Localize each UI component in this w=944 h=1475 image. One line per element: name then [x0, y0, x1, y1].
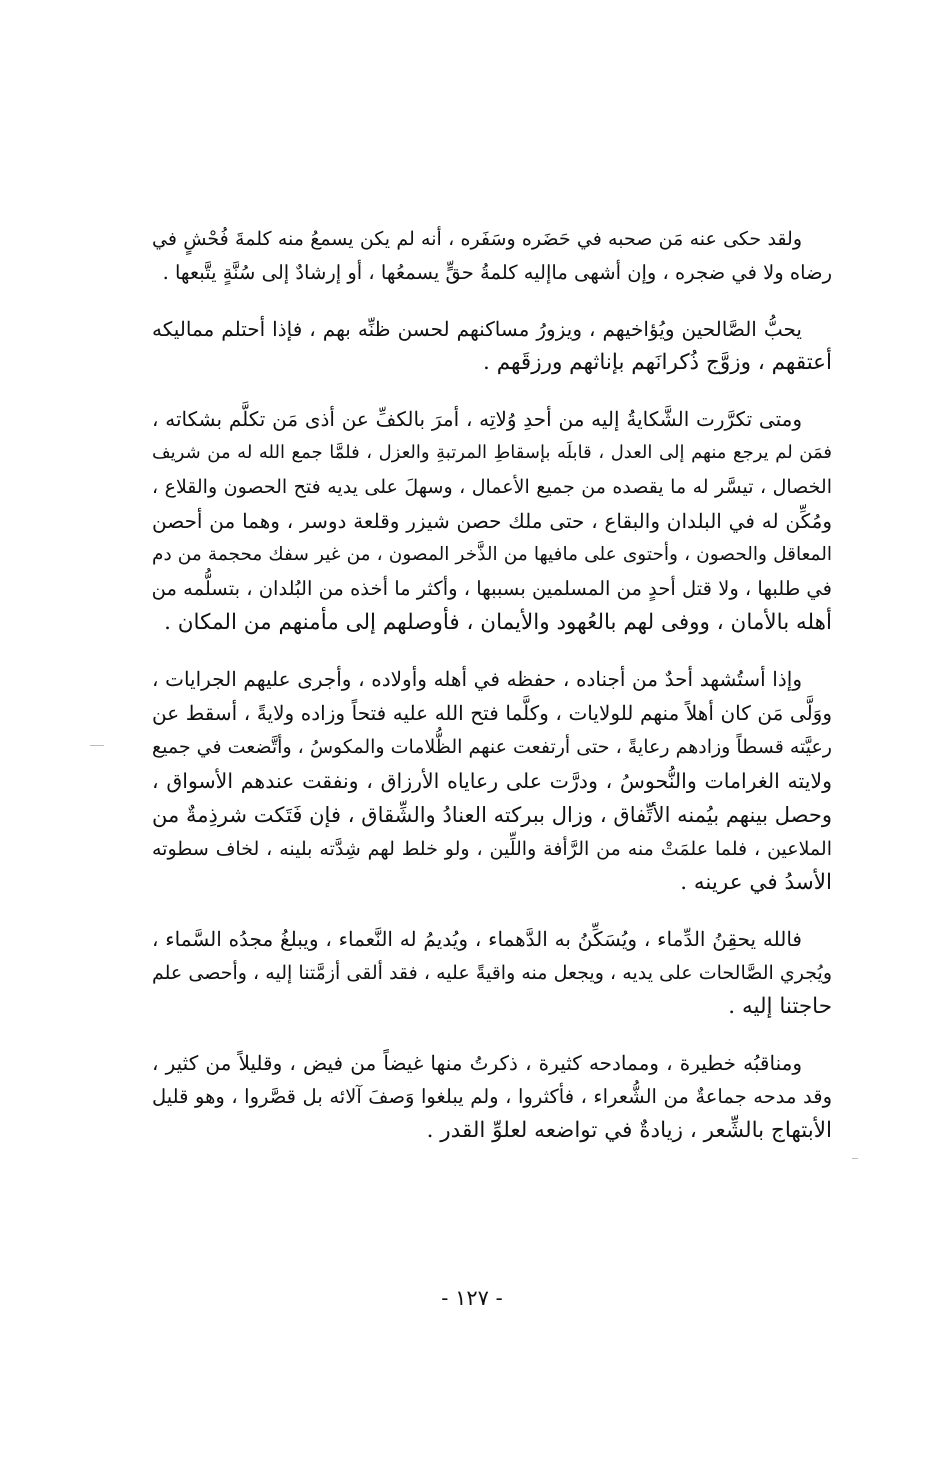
text-line: أهله بالأمان ، ووفى لهم بالعُهود والأيمان ، فأوصلهم إلى مأمنهم من المكان .: [164, 610, 832, 635]
text-line: وإذا أستُشهد أحدٌ من أجناده ، حفظه في أهله وأولاده ، وأجرى عليهم الجرايات ،: [152, 667, 802, 691]
text-line: رضاه ولا في ضجره ، وإن أشهى ماإليه كلمةُ حقٍّ يسمعُها ، أو إرشادٌ إلى سُنَّةٍ يتَّبعها .: [162, 261, 832, 284]
paragraph-1: [152, 222, 832, 290]
text-line: وحصل بينهم بيُمنه الأتِّفاق ، وزال ببركته العنادُ والشِّقاق ، فإن فَتَكت شرذِمةٌ من: [152, 803, 832, 827]
text-line: ولايته الغرامات والنُّحوسُ ، ودرَّت على رعاياه الأرزاق ، ونفقت عندهم الأسواق ،: [152, 769, 832, 793]
text-line: رعيَّته قسطاً وزادهم رعايةً ، حتى أرتفعت عنهم الظُّلامات والمكوسُ ، وأتَّضعت في جميع: [152, 736, 832, 758]
text-line: يحبُّ الصَّالحين ويُؤاخيهم ، ويزورُ مساكنهم لحسن ظنِّه بهم ، فإذا أحتلم مماليكه: [152, 317, 802, 341]
text-line: الأسدُ في عرينه .: [680, 870, 832, 895]
text-line: أعتقهم ، وزوَّج ذُكرانَهم بإناثهم ورزقَهم .: [483, 350, 832, 375]
text-line: فمَن لم يرجع منهم إلى العدل ، قابلَه بإسقاطِ المرتبةِ والعزل ، فلمَّا جمع الله له من شريف: [152, 442, 832, 463]
page-number: - ١٢٧ -: [441, 1286, 503, 1310]
text-line: فالله يحقِنُ الدِّماء ، ويُسَكِّنُ به الدَّهماء ، ويُديمُ له النَّعماء ، ويبلغُ مجدُه السَّماء ،: [152, 927, 802, 951]
text-line: ومُكِّن له في البلدان والبقاع ، حتى ملك حصن شيزر وقلعة دوسر ، وهما من أحصن: [152, 509, 832, 533]
text-line: الأبتهاج بالشِّعر ، زيادةٌ في تواضعه لعلوِّ القدر .: [426, 1118, 832, 1143]
text-line: وقد مدحه جماعةٌ من الشُّعراء ، فأكثروا ، ولم يبلغوا وَصفَ آلائه بل قصَّروا ، وهو قليل: [152, 1085, 832, 1108]
paragraph-3: [152, 402, 832, 640]
page-body: [152, 222, 832, 1170]
paragraph-2: [152, 312, 832, 380]
scan-mark: [90, 745, 104, 746]
text-line: الملاعين ، فلما علمَتْ منه من الرَّأفة واللِّين ، ولو خلط لهم شِدَّته بلينه ، لخاف سطوته: [152, 838, 832, 860]
text-line: ووَلَّى مَن كان أهلاً منهم للولايات ، وكلَّما فتح الله عليه فتحاً وزاده ولايةً ، أسقط عن: [152, 701, 832, 725]
text-line: الخصال ، تيسَّر له ما يقصده من جميع الأعمال ، وسهلَ على يديه فتح الحصون والقلاع ،: [152, 476, 832, 498]
paragraph-4: [152, 662, 832, 900]
scan-mark: [852, 1158, 858, 1159]
paragraph-5: [152, 922, 832, 1024]
text-line: ويُجري الصَّالحات على يديه ، ويجعل منه واقيةً عليه ، فقد ألقى أزمَّتنا إليه ، وأحصى علم: [152, 962, 832, 984]
text-line: في طلبها ، ولا قتل أحدٍ من المسلمين بسببها ، وأكثر ما أخذه من البُلدان ، بتسلُّمه من: [151, 577, 832, 600]
text-line: ولقد حكى عنه مَن صحبه في حَضَره وسَفَره ، أنه لم يكن يسمعُ منه كلمةَ فُحْشٍ في: [152, 228, 802, 250]
paragraph-6: [152, 1046, 832, 1148]
text-line: ومناقبُه خطيرة ، وممادحه كثيرة ، ذكرتُ منها غيضاً من فيض ، وقليلاً من كثير ،: [152, 1051, 802, 1075]
text-line: حاجتنا إليه .: [728, 994, 832, 1019]
text-line: المعاقل والحصون ، وأحتوى على مافيها من الذَّخر المصون ، من غير سفك محجمة من دم: [152, 544, 832, 565]
text-line: ومتى تكرَّرت الشَّكايةُ إليه من أحدِ وُلاتِه ، أمرَ بالكفِّ عن أذى مَن تكلَّم بشكاته ،: [152, 407, 802, 431]
